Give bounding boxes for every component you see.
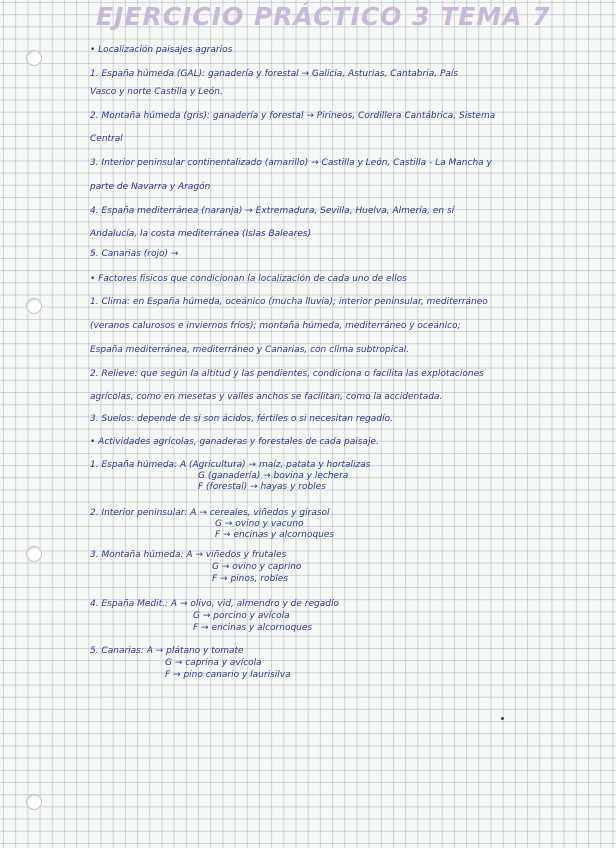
page-title: EJERCICIO PRÁCTICO 3 TEMA 7 [96, 2, 551, 31]
note-line: F → pinos, robles [212, 574, 288, 584]
section-heading: • Actividades agrícolas, ganaderas y forestales de cada paisaje. [90, 437, 379, 447]
note-line: 1. España húmeda (GAL): ganadería y forestal → Galicia, Asturias, Cantabria, País [90, 69, 459, 79]
note-line: G → porcino y avícola [193, 611, 290, 621]
note-line: F → encinas y alcornoques [215, 530, 335, 540]
section-heading: • Localización paisajes agrarios [90, 45, 233, 55]
note-line: agrícolas, como en mesetas y valles anchos se facilitan, como la accidentada. [90, 392, 443, 402]
note-line: 5. Canarias: A → plátano y tomate [90, 646, 244, 656]
binder-hole [26, 298, 42, 314]
note-line: 1. Clima: en España húmeda, oceánico (mucha lluvia); interior peninsular, mediterráneo [90, 297, 488, 307]
note-line: 5. Canarias (rojo) → [90, 249, 179, 259]
note-line: G → ovino y caprino [212, 562, 302, 572]
note-line: 2. Interior peninsular: A → cereales, viñedos y girasol [90, 508, 330, 518]
binder-hole [26, 794, 42, 810]
note-line: Vasco y norte Castilla y León. [90, 87, 223, 97]
note-line: 2. Montaña húmeda (gris): ganadería y forestal → Pirineos, Cordillera Cantábrica, Sistema [90, 111, 496, 121]
note-line: parte de Navarra y Aragón [90, 182, 211, 192]
note-line: España mediterránea, mediterráneo y Canarias, con clima subtropical. [90, 345, 410, 355]
note-line: F → pino canario y laurisilva [165, 670, 291, 680]
binder-hole [26, 50, 42, 66]
section-heading: • Factores físicos que condicionan la localización de cada uno de ellos [90, 274, 407, 284]
note-line: 4. España mediterránea (naranja) → Extremadura, Sevilla, Huelva, Almería, en sí [90, 206, 455, 216]
note-line: G → ovino y vacuno [215, 519, 304, 529]
note-line: G (ganadería) → bovina y lechera [198, 471, 349, 481]
note-line: Central [90, 134, 123, 144]
ink-dot [501, 717, 504, 720]
note-line: 3. Suelos: depende de si son ácidos, fértiles o si necesitan regadío. [90, 414, 393, 424]
note-line: 1. España húmeda: A (Agricultura) → maíz, patata y hortalizas [90, 460, 371, 470]
note-line: F (forestal) → hayas y robles [198, 482, 326, 492]
note-line: 3. Interior peninsular continentalizado (amarillo) → Castilla y León, Castilla - La Mancha y [90, 158, 492, 168]
note-line: 2. Relieve: que según la altitud y las pendientes, condiciona o facilita las explotaciones [90, 369, 484, 379]
note-line: (veranos calurosos e inviernos fríos); montaña húmeda, mediterráneo y oceánico; [90, 321, 461, 331]
note-line: G → caprina y avícola [165, 658, 262, 668]
note-line: 3. Montaña húmeda: A → viñedos y frutales [90, 550, 287, 560]
binder-hole [26, 546, 42, 562]
note-line: 4. España Medit.: A → olivo, vid, almendro y de regadío [90, 599, 339, 609]
note-line: F → encinas y alcornoques [193, 623, 313, 633]
note-line: Andalucía, la costa mediterránea (Islas Baleares) [90, 229, 312, 239]
